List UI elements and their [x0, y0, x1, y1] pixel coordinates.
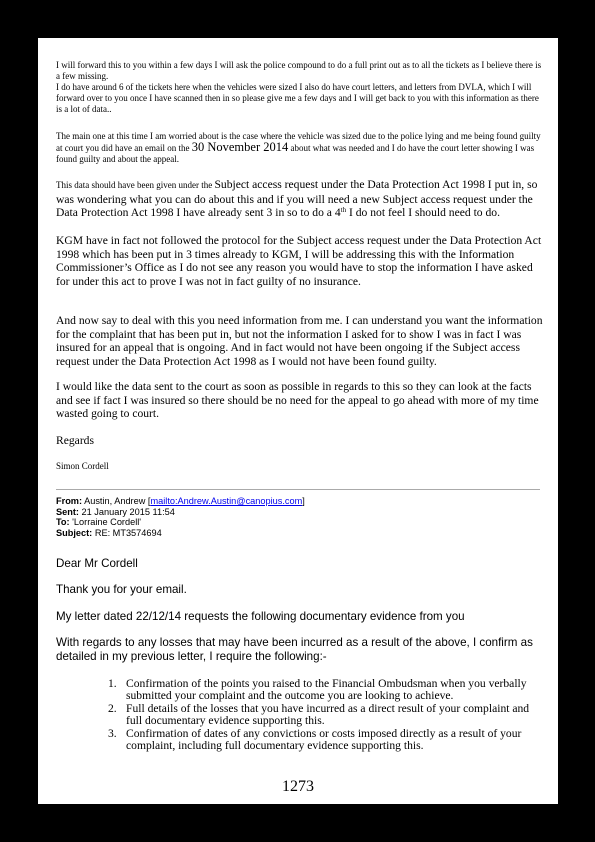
email-subject-line: Subject: RE: MT3574694 [56, 527, 162, 538]
email-salutation: Dear Mr Cordell [56, 557, 138, 570]
email-to-line: To: 'Lorraine Cordell' [56, 517, 142, 528]
paragraph-forward: I will forward this to you within a few days I will ask the police compound to do a full print out as to all the tickets as I believe there is a few missing. I do have around 6 of the tickets here when the vehicles were sized I also do have court letters, and letters from DVLA, which I will forward over to you once I have scanned then in so please give me a few days and I will get back to you with this information as there is a lot of data.. [56, 60, 542, 114]
date-text: 30 November 2014 [191, 140, 289, 154]
paragraph-kgm: KGM have in fact not followed the protocol for the Subject access request under the Data Protection Act 1998 which has been put in 3 times already to KGM, I will be addressing this with the Information Commissioner’s Office as I do not see any reason you would have to stop the information I have asked for under this act to prove I was not in fact guilty of no insurance. [56, 234, 542, 288]
list-item: 2. Full details of the losses that you have incurred as a direct result of your complaint and full documentary evidence supporting this. [108, 701, 530, 728]
email-divider [56, 489, 540, 490]
email-header [56, 496, 544, 538]
paragraph-information: And now say to deal with this you need information from me. I can understand you want the information for the complaint that has been put in, but not the information I asked for to show I was in fact I was insured for an appeal that is ongoing. And in fact would not have been ongoing if the Subject access request under the Data Protection Act 1998 as I would not have been found guilty. [56, 314, 543, 368]
list-item: 1. Confirmation of the points you raised to the Financial Ombudsman when you verbally submitted your complaint and the outcome you are looking to achieve. [108, 677, 527, 703]
signature-text: Simon Cordell [56, 461, 109, 471]
requirements-list [56, 678, 544, 753]
paragraph-court: I would like the data sent to the court as soon as possible in regards to this so they can look at the facts and see if fact I was insured so there should be no need for the appeal to go ahead with more of my time wasted going to court. [56, 380, 539, 420]
paragraph-main-concern: The main one at this time I am worried about is the case where the vehicle was sized due to the police lying and me being found guilty at court you did have an email on the 30 November 2014 about what was needed and I do have the court letter showing I was found guilty and about the appeal. [56, 131, 541, 164]
list-item: 3. Confirmation of dates of any convictions or costs imposed directly as a result of your complaint, including full documentary evidence supporting this. [108, 726, 522, 753]
email-losses-intro: With regards to any losses that may have been incurred as a result of the above, I confirm as detailed in my previous letter, I require the following:- [56, 636, 533, 663]
regards-text: Regards [56, 434, 94, 447]
email-thanks: Thank you for your email. [56, 583, 187, 596]
email-sent-line: Sent: 21 January 2015 11:54 [56, 506, 175, 517]
page-number: 1273 [282, 778, 314, 795]
email-mailto-link[interactable]: mailto:Andrew.Austin@canopius.com [150, 496, 303, 506]
email-from-line: From: Austin, Andrew [mailto:Andrew.Austin@canopius.com] [56, 496, 305, 506]
email-letter-reference: My letter dated 22/12/14 requests the following documentary evidence from you [56, 610, 465, 623]
paragraph-data-request: This data should have been given under the Subject access request under the Data Protection Act 1998 I put in, so was wondering what you can do about this and if you will need a new Subject access request under the Data Protection Act 1998 I have already sent 3 in so to do a 4th I do not feel I should need to do. [56, 178, 538, 219]
document-page [38, 38, 558, 804]
paragraph-tickets: I do have around 6 of the tickets here when the vehicles were sized I also do have court letters, and letters from DVLA, which I will forward over to you once I have scanned then in so please give me a few days and I will get back to you with this information as there is a lot of data.. [56, 82, 539, 114]
